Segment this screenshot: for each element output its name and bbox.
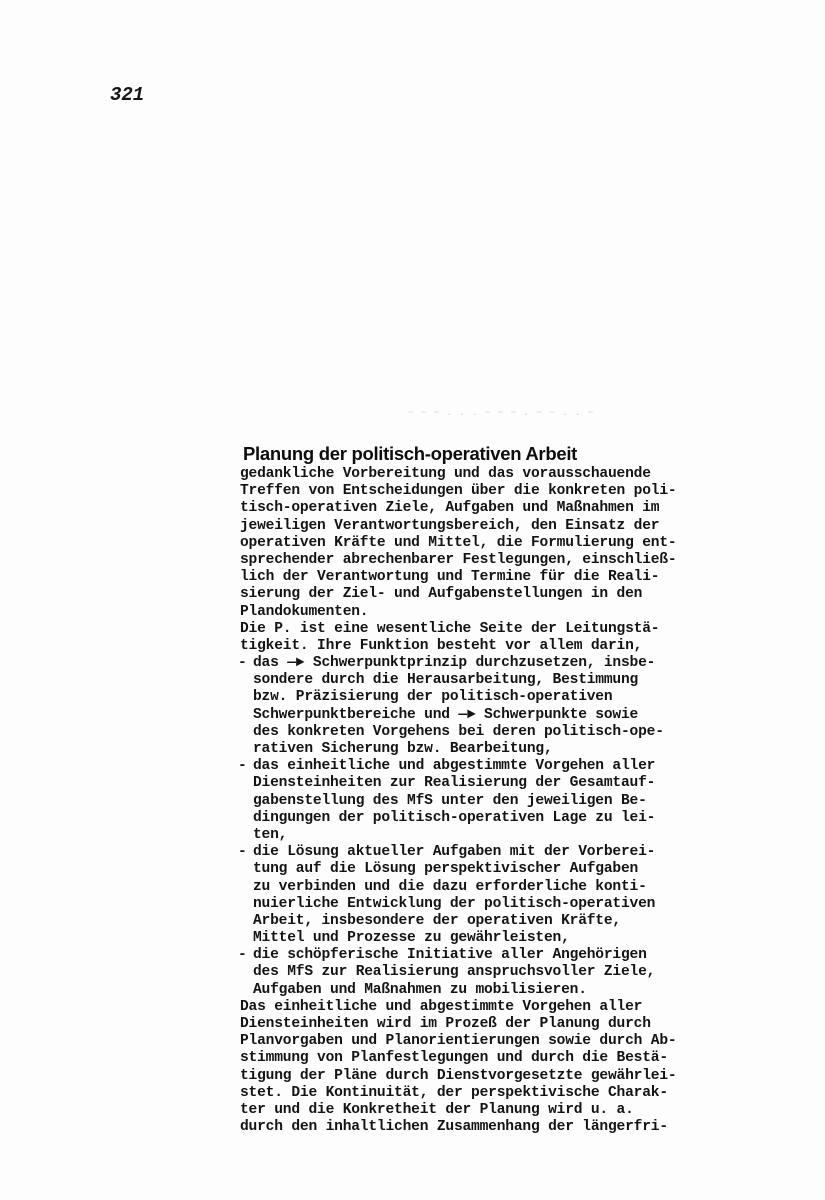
line-text: operativen Kräfte und Mittel, die Formulierung ent- — [240, 534, 677, 551]
text-line — [240, 879, 780, 896]
list-item-line — [240, 844, 780, 861]
text-line — [240, 1068, 780, 1085]
text-line — [240, 1016, 780, 1033]
line-text: rativen Sicherung bzw. Bearbeitung, — [253, 741, 553, 757]
text-line — [240, 586, 780, 603]
text-line — [240, 466, 780, 483]
line-text: Diensteinheiten zur Realisierung der Gesamtauf- — [253, 775, 656, 792]
text-line — [240, 999, 780, 1016]
line-text: das —► Schwerpunktprinzip durchzusetzen, insbe- — [253, 655, 656, 672]
line-text: stet. Die Kontinuität, der perspektivische Charak- — [240, 1084, 668, 1101]
line-text: jeweiligen Verantwortungsbereich, den Einsatz der — [240, 517, 660, 534]
line-text: des MfS zur Realisierung anspruchsvoller Ziele, — [253, 964, 656, 981]
text-line — [240, 982, 780, 999]
line-text: tigkeit. Ihre Funktion besteht vor allem darin, — [240, 637, 643, 654]
text-line — [240, 689, 780, 706]
text-line — [240, 775, 780, 792]
line-text: ten, — [253, 826, 288, 843]
line-text: gabenstellung des MfS unter den jeweiligen Be- — [253, 792, 647, 809]
line-text: lich der Verantwortung und Termine für die Reali- — [240, 569, 660, 586]
list-item-line — [240, 655, 780, 672]
text-line — [240, 1033, 780, 1050]
text-line — [240, 1085, 780, 1102]
line-text: dingungen der politisch-operativen Lage zu lei- — [253, 809, 656, 826]
list-bullet: - — [238, 655, 247, 672]
text-line — [240, 827, 780, 844]
list-item-line — [240, 758, 780, 775]
text-line — [240, 1102, 780, 1119]
line-text: nuierliche Entwicklung der politisch-operativen — [253, 895, 656, 912]
line-text: tigung der Pläne durch Dienstvorgesetzte gewährlei- — [240, 1067, 677, 1084]
line-text: durch den inhaltlichen Zusammenhang der längerfri- — [240, 1119, 668, 1136]
line-text: stimmung von Planfestlegungen und durch die Bestä- — [240, 1050, 668, 1067]
list-bullet: - — [238, 844, 247, 861]
entry-heading: Planung der politisch-operativen Arbeit — [243, 443, 578, 464]
text-line — [240, 793, 780, 810]
text-line — [240, 930, 780, 947]
text-line — [240, 724, 780, 741]
text-line — [240, 569, 780, 586]
line-text: sprechender abrechenbarer Festlegungen, einschließ- — [240, 551, 677, 568]
text-line — [240, 896, 780, 913]
line-text: ter und die Konkretheit der Planung wird u. a. — [240, 1101, 634, 1118]
line-text: zu verbinden und die dazu erforderliche konti- — [253, 878, 647, 895]
page-number: 321 — [110, 84, 145, 106]
list-bullet: - — [238, 758, 247, 775]
text-line — [240, 741, 780, 758]
line-text: gedankliche Vorbereitung und das vorausschauende — [240, 466, 651, 482]
line-text: tung auf die Lösung perspektivischer Aufgaben — [253, 861, 639, 878]
text-line — [240, 861, 780, 878]
line-text: die Lösung aktueller Aufgaben mit der Vorberei- — [253, 844, 656, 861]
text-line — [240, 621, 780, 638]
text-line — [240, 672, 780, 689]
list-bullet: - — [238, 947, 247, 964]
line-text: Treffen von Entscheidungen über die konkreten poli- — [240, 483, 677, 500]
text-line — [240, 707, 780, 724]
text-line — [240, 500, 780, 517]
entry-body — [240, 466, 780, 1136]
line-text: Arbeit, insbesondere der operativen Kräfte, — [253, 912, 621, 929]
line-text: die schöpferische Initiative aller Angehörigen — [253, 947, 647, 964]
text-line — [240, 604, 780, 621]
line-text: Diensteinheiten wird im Prozeß der Planung durch — [240, 1016, 651, 1032]
line-text: sondere durch die Herausarbeitung, Bestimmung — [253, 672, 639, 689]
text-line — [240, 810, 780, 827]
line-text: Schwerpunktbereiche und —► Schwerpunkte sowie — [253, 706, 639, 723]
line-text: bzw. Präzisierung der politisch-operativen — [253, 689, 613, 706]
text-line — [240, 964, 780, 981]
line-text: Aufgaben und Maßnahmen zu mobilisieren. — [253, 981, 587, 998]
text-line — [240, 1050, 780, 1067]
line-text: des konkreten Vorgehens bei deren politisch-ope- — [253, 723, 664, 740]
text-line — [240, 483, 780, 500]
scan-artifact: ~ ~ ~ . . . ~ ~ ~ . ~ ~ . . ~ — [408, 410, 595, 416]
text-line — [240, 1119, 780, 1136]
line-text: sierung der Ziel- und Aufgabenstellungen in den — [240, 586, 643, 603]
line-text: Planvorgaben und Planorientierungen sowie durch Ab- — [240, 1033, 677, 1050]
text-line — [240, 638, 780, 655]
text-line — [240, 913, 780, 930]
line-text: Plandokumenten. — [240, 603, 369, 620]
text-line — [240, 518, 780, 535]
line-text: das einheitliche und abgestimmte Vorgehen aller — [253, 758, 656, 775]
list-item-line — [240, 947, 780, 964]
line-text: Die P. ist eine wesentliche Seite der Leitungstä- — [240, 620, 660, 637]
line-text: Mittel und Prozesse zu gewährleisten, — [253, 930, 570, 947]
text-line — [240, 535, 780, 552]
line-text: Das einheitliche und abgestimmte Vorgehen aller — [240, 998, 643, 1015]
text-line — [240, 552, 780, 569]
line-text: tisch-operativen Ziele, Aufgaben und Maßnahmen im — [240, 500, 660, 517]
